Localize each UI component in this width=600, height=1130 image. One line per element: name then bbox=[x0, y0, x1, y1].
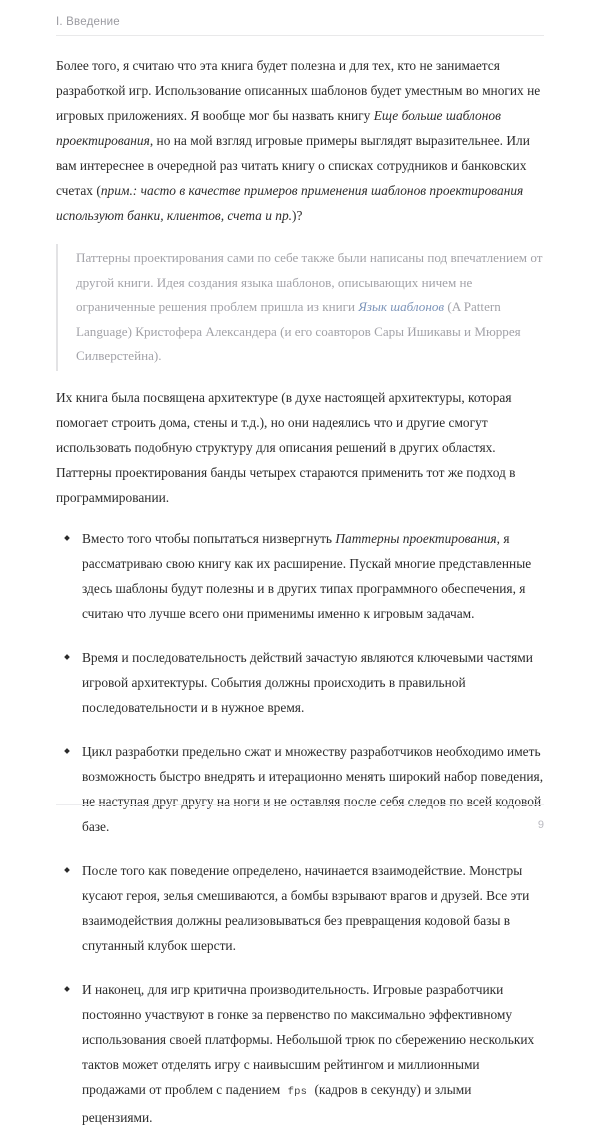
paragraph-1-text-a: Более того, я считаю что эта книга будет полезна и для тех, кто не занимается разработкой игр. Использование описанных шаблонов будет уместным во многих не игровых приложениях. Я вообще мог бы назвать книгу bbox=[56, 58, 541, 123]
page-footer bbox=[56, 804, 544, 833]
inline-code-fps: fps bbox=[287, 1085, 308, 1098]
paragraph-1-text-b: , но на мой взгляд игровые примеры выглядят выразительнее. Или вам интереснее в очередной раз читать книгу о списках сотрудников и банковских счетах ( bbox=[56, 133, 530, 198]
paragraph-1-text-c: )? bbox=[292, 208, 303, 223]
chapter-title: I. Введение bbox=[56, 16, 120, 28]
page-content bbox=[56, 36, 544, 1130]
paragraph-2 bbox=[56, 385, 544, 510]
list-item-text-a: Время и последовательность действий зачастую являются ключевыми частями игровой архитектуры. События должны происходить в правильной последовательности и в нужное время. bbox=[82, 649, 533, 715]
bullet-diamond-icon bbox=[64, 867, 70, 873]
blockquote-text-a: Паттерны проектирования сами по себе также были написаны под впечатлением от другой книги. Идея создания языка шаблонов, описывающих ничем не ограниченные решения проблем пришла из книги bbox=[76, 250, 543, 314]
paragraph-2-text: Их книга была посвящена архитектуре (в духе настоящей архитектуры, которая помогает строить дома, стены и т.д.), но они надеялись что и другие смогут использовать подобную структуру для описания решений в других областях. Паттерны проектирования банды четырех стараются применить тот же подход в программировании. bbox=[56, 389, 516, 505]
list-item bbox=[56, 858, 544, 958]
list-item-text-a: И наконец, для игр критична производительность. Игровые разработчики постоянно участвуют в гонке за первенство по максимально эффективному использования своей платформы. Небольшой трюк по сбережению нескольких тактов может отделять игру с наивысшим рейтингом и миллионными продажами от проблем с падением bbox=[82, 981, 535, 1097]
blockquote-paragraph bbox=[76, 246, 544, 369]
bullet-diamond-icon bbox=[64, 535, 70, 541]
blockquote-note bbox=[56, 244, 544, 371]
paragraph-1 bbox=[56, 53, 544, 228]
list-item-text-a: Цикл разработки предельно сжат и множеству разработчиков необходимо иметь возможность быстро внедрять и итерационно менять широкий набор поведения, не наступая друг другу на ноги и не оставляя после себя следов по всей кодовой базе. bbox=[82, 743, 544, 834]
list-item-emphasis: Паттерны проектирования bbox=[335, 530, 497, 546]
book-link-pattern-language[interactable]: Язык шаблонов bbox=[358, 299, 445, 314]
list-item-text-a: Вместо того чтобы попытаться низвергнуть bbox=[82, 530, 336, 546]
bullet-diamond-icon bbox=[64, 986, 70, 992]
list-item-text-b: (кадров в секунду) и злыми рецензиями. bbox=[82, 1081, 472, 1125]
bullet-diamond-icon bbox=[64, 748, 70, 754]
list-item bbox=[56, 977, 544, 1130]
list-item-text-b: , я рассматриваю свою книгу как их расширение. Пускай многие представленные здесь шаблоны будут полезны и в других типах программного обеспечения, я считаю что лучше всего они применимы именно к игровым задачам. bbox=[82, 530, 532, 621]
blockquote-text-b: (A Pattern Language) Кристофера Александера (и его соавторов Сары Ишикавы и Мюррея Силверстейна). bbox=[76, 299, 521, 363]
paragraph-1-emphasis-a: Еще больше шаблонов проектирования bbox=[56, 108, 501, 148]
bullet-diamond-icon bbox=[64, 654, 70, 660]
list-item bbox=[56, 645, 544, 720]
list-item bbox=[56, 526, 544, 626]
paragraph-1-emphasis-b: прим.: часто в качестве примеров применения шаблонов проектирования используют банки, клиентов, счета и пр. bbox=[56, 183, 524, 223]
page-number: 9 bbox=[537, 819, 544, 831]
page-header bbox=[56, 0, 544, 36]
list-item-text-a: После того как поведение определено, начинается взаимодействие. Монстры кусают героя, зелья смешиваются, а бомбы взрывают врагов и друзей. Все эти взаимодействия должны реализовываться без превращения кодовой базы в спутанный клубок шерсти. bbox=[82, 862, 530, 953]
